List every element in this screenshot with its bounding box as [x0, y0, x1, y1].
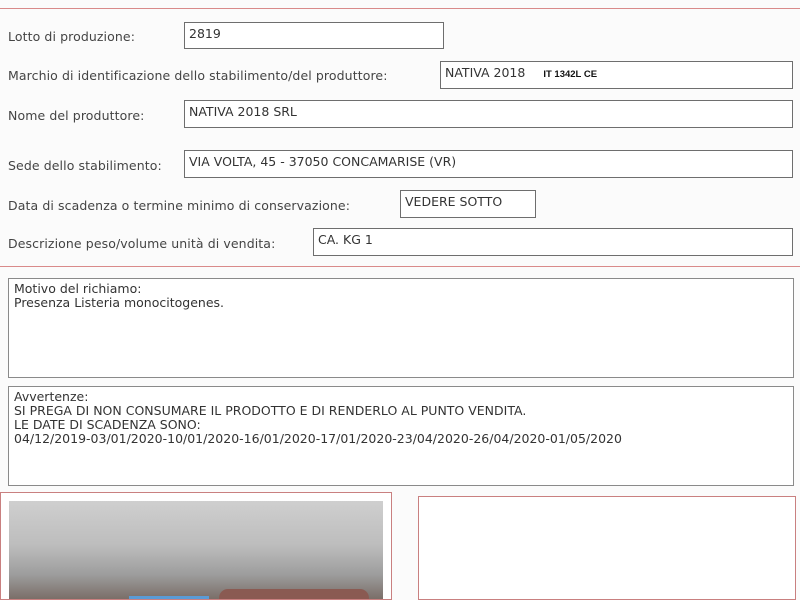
motivo-text: Presenza Listeria monocitogenes.	[14, 295, 224, 310]
motivo-label: Motivo del richiamo:	[14, 281, 142, 296]
marchio-value: NATIVA 2018	[445, 65, 526, 80]
sede-field: VIA VOLTA, 45 - 37050 CONCAMARISE (VR)	[184, 150, 793, 178]
package-label-stripe	[129, 596, 209, 599]
lotto-label: Lotto di produzione:	[8, 29, 136, 44]
avvertenze-label: Avvertenze:	[14, 389, 89, 404]
avvertenze-box	[8, 386, 794, 486]
sede-label: Sede dello stabilimento:	[8, 158, 162, 173]
product-image	[219, 589, 369, 599]
motivo-box	[8, 278, 794, 378]
section-divider	[0, 266, 800, 267]
secondary-photo-frame	[418, 496, 796, 600]
nome-field: NATIVA 2018 SRL	[184, 100, 793, 128]
nome-label: Nome del produttore:	[8, 108, 145, 123]
scadenza-label: Data di scadenza o termine minimo di conservazione:	[8, 198, 351, 213]
top-divider	[0, 8, 800, 9]
avvertenze-line2: LE DATE DI SCADENZA SONO:	[14, 417, 201, 432]
marchio-code: IT 1342L CE	[543, 69, 598, 80]
product-photo-frame	[0, 492, 392, 600]
peso-label: Descrizione peso/volume unità di vendita:	[8, 236, 276, 251]
marchio-field	[440, 61, 793, 89]
scadenza-field: VEDERE SOTTO	[400, 190, 536, 218]
avvertenze-line1: SI PREGA DI NON CONSUMARE IL PRODOTTO E DI RENDERLO AL PUNTO VENDITA.	[14, 403, 527, 418]
avvertenze-dates: 04/12/2019-03/01/2020-10/01/2020-16/01/2020-17/01/2020-23/04/2020-26/04/2020-01/05/2020	[14, 431, 622, 446]
peso-field: CA. KG 1	[313, 228, 793, 256]
lotto-field: 2819	[184, 22, 444, 49]
marchio-label: Marchio di identificazione dello stabilimento/del produttore:	[8, 68, 388, 83]
product-photo	[9, 501, 383, 599]
